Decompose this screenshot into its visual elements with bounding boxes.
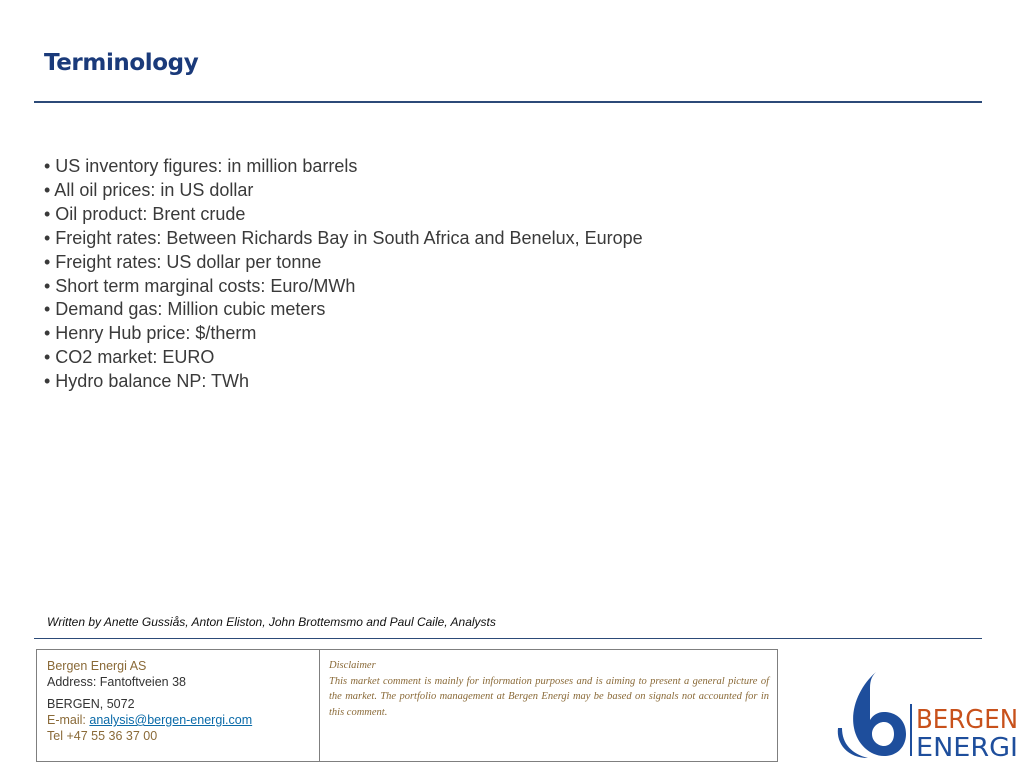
footer-box: [36, 649, 778, 762]
list-item: • US inventory figures: in million barrels: [44, 156, 358, 176]
logo-line1: BERGEN: [916, 705, 1018, 735]
list-item: • CO2 market: EURO: [44, 347, 215, 368]
bergen-energi-logo: [832, 668, 1022, 760]
list-item: • Freight rates: US dollar per tonne: [44, 251, 322, 272]
disclaimer: [329, 658, 769, 720]
author-credit: Written by Anette Gussiås, Anton Eliston, John Brottemsmo and Paul Caile, Analysts: [47, 615, 496, 629]
terminology-list: [44, 155, 643, 394]
contact-info: [37, 650, 320, 761]
list-item: • Short term marginal costs: Euro/MWh: [44, 275, 356, 296]
company-address: Address: Fantoftveien 38: [47, 675, 186, 689]
list-item: • Freight rates: Between Richards Bay in South Africa and Benelux, Europe: [44, 227, 643, 248]
company-phone: Tel +47 55 36 37 00: [47, 729, 158, 743]
footer-divider: [34, 638, 982, 639]
disclaimer-heading: Disclaimer: [329, 660, 376, 671]
logo-separator: [910, 704, 912, 756]
company-name: Bergen Energi AS: [47, 659, 147, 673]
email-label: E-mail:: [47, 713, 90, 727]
list-item: • Henry Hub price: $/therm: [44, 323, 257, 344]
company-city: BERGEN, 5072: [47, 697, 135, 711]
page-title: Terminology: [44, 50, 199, 76]
email-row: [47, 712, 319, 728]
list-item: • Demand gas: Million cubic meters: [44, 299, 326, 320]
list-item: • All oil prices: in US dollar: [44, 179, 254, 200]
list-item: • Hydro balance NP: TWh: [44, 371, 250, 392]
logo-line2: ENERGI: [916, 733, 1018, 760]
list-item: • Oil product: Brent crude: [44, 203, 246, 224]
email-link[interactable]: analysis@bergen-energi.com: [89, 713, 253, 727]
logo-mark-icon: [853, 672, 906, 756]
header-divider: [34, 101, 982, 103]
disclaimer-body: This market comment is mainly for information purposes and is aiming to present a general picture of the market. The portfolio management at Bergen Energi may be based on signals not accounted for in this comment.: [329, 675, 769, 718]
